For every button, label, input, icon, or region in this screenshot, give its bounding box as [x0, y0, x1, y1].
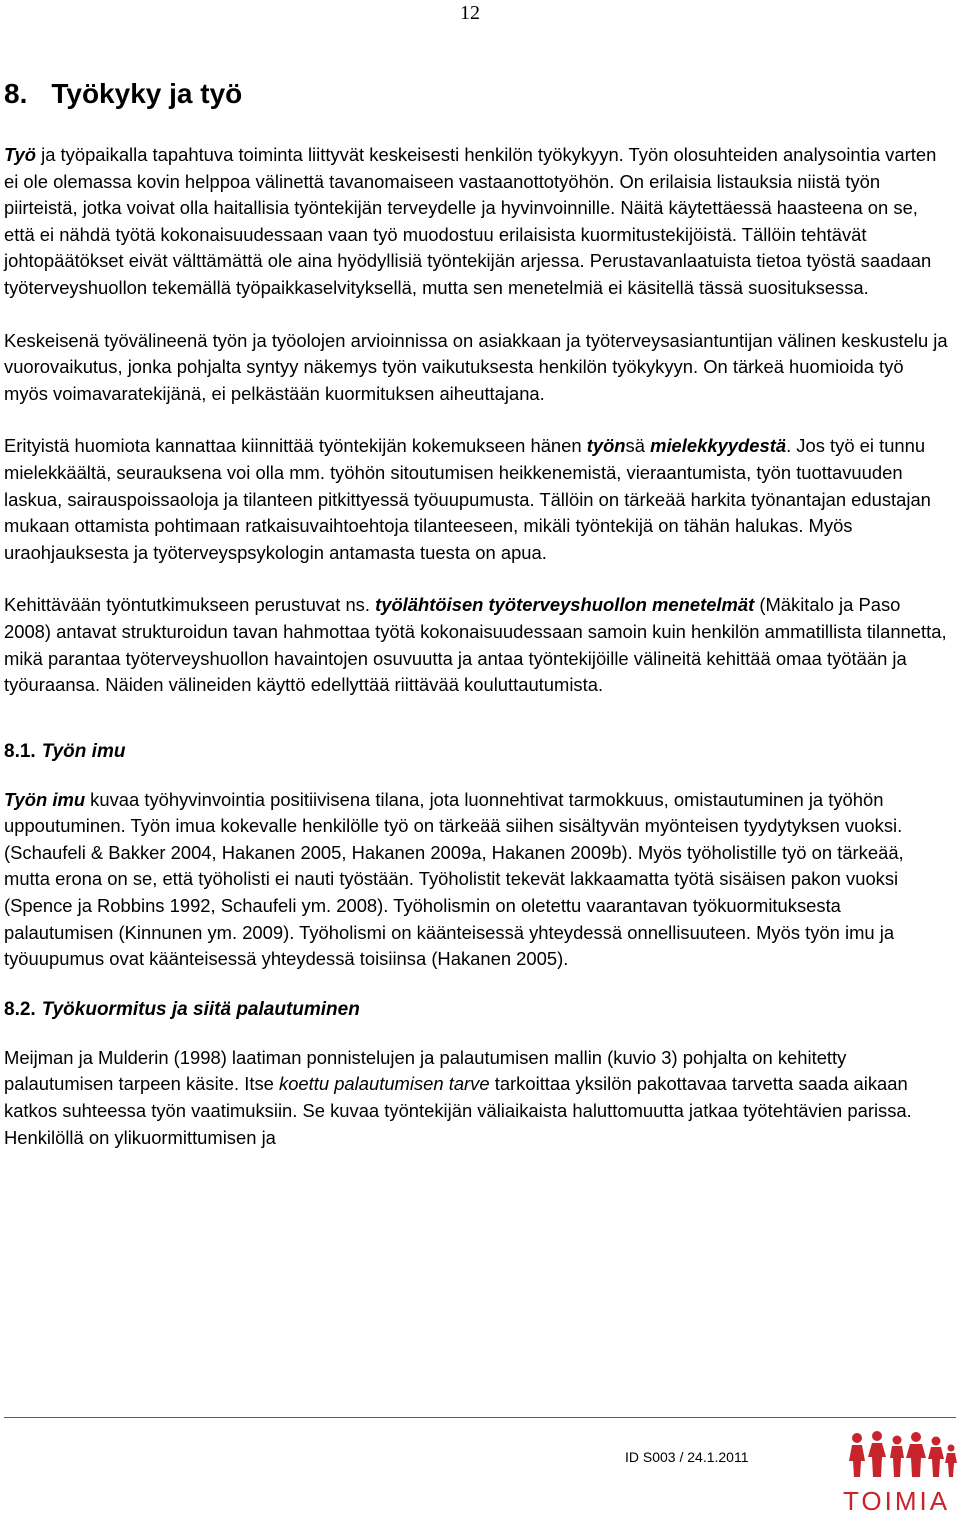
footer-divider: [4, 1417, 956, 1418]
paragraph-text: . Jos työ ei tunnu mielekkäältä, seurauksena voi olla mm. työhön sitoutumisen heikkenemistä, vieraantumista, työn tuottavuuden laskua, sairauspoissaoloja ja tilanteen pitkittyessä työuupumusta. Tällöin on tärkeää harkita työnantajan edustajan mukaan ottamista pohtimaan ratkaisuvaihtoehtoja tilanteeseen, mikäli työntekijä on tähän halukas. Myös uraohjauksesta ja työterveyspsykologin antamasta tuesta on apua.: [4, 435, 931, 563]
term-work: Työ: [4, 144, 37, 165]
chapter-heading: [4, 78, 949, 110]
paragraph-discussion: Keskeisenä työvälineenä työn ja työolojen arvioinnissa on asiakkaan ja työterveysasiantuntijan välinen keskustelu ja vuorovaikutus, jonka pohjalta syntyy näkemys työn vaikutuksesta henkilön työkykyyn. On tärkeä huomioida työ myös voimavaratekijänä, ei pelkästään kuormituksen aiheuttajana.: [4, 329, 948, 404]
paragraph-recovery: [4, 1045, 949, 1151]
section-title: Työn imu: [41, 740, 126, 762]
document-id: ID S003 / 24.1.2011: [625, 1449, 749, 1465]
section-heading-work-engagement: [4, 741, 949, 763]
term-need-for-recovery: koettu palautumisen tarve: [279, 1073, 490, 1095]
chapter-number: 8.: [4, 78, 28, 109]
section-number: 8.2.: [4, 998, 36, 1020]
paragraph-work-engagement: [4, 787, 949, 973]
paragraph-text: Meijman ja Mulderin (1998) laatiman ponnistelujen ja palautumisen mallin (kuvio 3) pohjalta on kehitetty palautumisen tarpeen käsite. Itse: [4, 1046, 847, 1095]
paragraph-work: [4, 142, 949, 302]
paragraph-methods: [4, 592, 949, 698]
term-methods: työlähtöisen työterveyshuollon menetelmät: [375, 594, 755, 616]
paragraph-text: Erityistä huomiota kannattaa kiinnittää työntekijän kokemukseen hänen: [4, 435, 587, 457]
term-work-engagement: Työn imu: [4, 788, 86, 810]
paragraph-text: kuvaa työhyvinvointia positiivisena tilana, jota luonnehtivat tarmokkuus, omistautuminen ja työhön uppoutuminen. Työn imua kokevalle henkilölle työ on tärkeää siihen sisältyvän myönteisen tyydytyksen vuoksi. (Schaufeli & Bakker 2004, Hakanen 2005, Hakanen 2009a, Hakanen 2009b). Myös työholistille työ on tärkeää, mutta erona on se, että työholisti ei nauti työstään. Työholistit tekevät lakkaamatta työtä sisäisen pakon vuoksi (Spence ja Robbins 1992, Schaufeli ym. 2008). Työholismin on oletettu vaarantavan työkuormituksesta palautumisen (Kinnunen ym. 2009). Työholismi on käänteisessä yhteydessä onnellisuuteen. Myös työn imu ja työuupumus ovat käänteisessä yhteydessä toisiinsa (Hakanen 2005).: [4, 788, 904, 970]
term-work-part: työn: [586, 435, 626, 457]
logo-text: TOIMIA: [843, 1486, 951, 1516]
paragraph-text: sä: [625, 435, 651, 457]
people-icon: [843, 1428, 958, 1486]
document-body: [4, 68, 949, 1177]
term-meaningfulness: mielekkyydestä: [650, 435, 787, 457]
section-title: Työkuormitus ja siitä palautuminen: [41, 998, 360, 1020]
paragraph-text: (Mäkitalo ja Paso 2008) antavat strukturoidun tavan hahmottaa työtä kokonaisuudessaan samoin kuin henkilön ammatillista tilannetta, mikä parantaa työterveyshuollon havaintojen osuvuutta ja antaa työntekijöille välineitä kehittää omaa työtään ja työuraansa. Näiden välineiden käyttö edellyttää riittävää kouluttautumista.: [4, 594, 947, 696]
page-number: 12: [460, 2, 480, 24]
paragraph-text: ja työpaikalla tapahtuva toiminta liittyvät keskeisesti henkilön työkykyyn. Työn olosuhteiden analysointia varten ei ole olemassa kovin helppoa välinettä tavanomaiseen vastaanottotyöhön. On erilaisia listauksia niistä työn piirteistä, jotka voivat olla haitallisia työntekijän terveydelle ja hyvinvoinnille. Näitä käytettäessä haasteena on se, että ei nähdä työtä kokonaisuudessaan vaan työ muodostuu erilaisista kuormitustekijöistä. Tällöin tehtävät johtopäätökset eivät välttämättä ole aina hyödyllisiä työntekijän arjessa. Perustavanlaatuista tietoa työstä saadaan työterveyshuollon tekemällä työpaikkaselvityksellä, mutta sen menetelmiä ei käsitellä tässä suosituksessa.: [4, 144, 937, 298]
paragraph-text: tarkoittaa yksilön pakottavaa tarvetta saada aikaan katkos suhteessa työn vaatimuksiin. Se kuvaa työntekijän väliaikaista haluttomuutta jatkaa työtehtävien parissa. Henkilöllä on ylikuormittumisen ja: [4, 1073, 912, 1148]
paragraph-meaningfulness: [4, 433, 949, 566]
paragraph-text: Kehittävään työntutkimukseen perustuvat ns.: [4, 594, 376, 616]
section-heading-workload: [4, 999, 949, 1021]
chapter-title: Työkyky ja työ: [51, 78, 243, 109]
section-number: 8.1.: [4, 740, 36, 762]
toimia-logo: [843, 1428, 958, 1518]
